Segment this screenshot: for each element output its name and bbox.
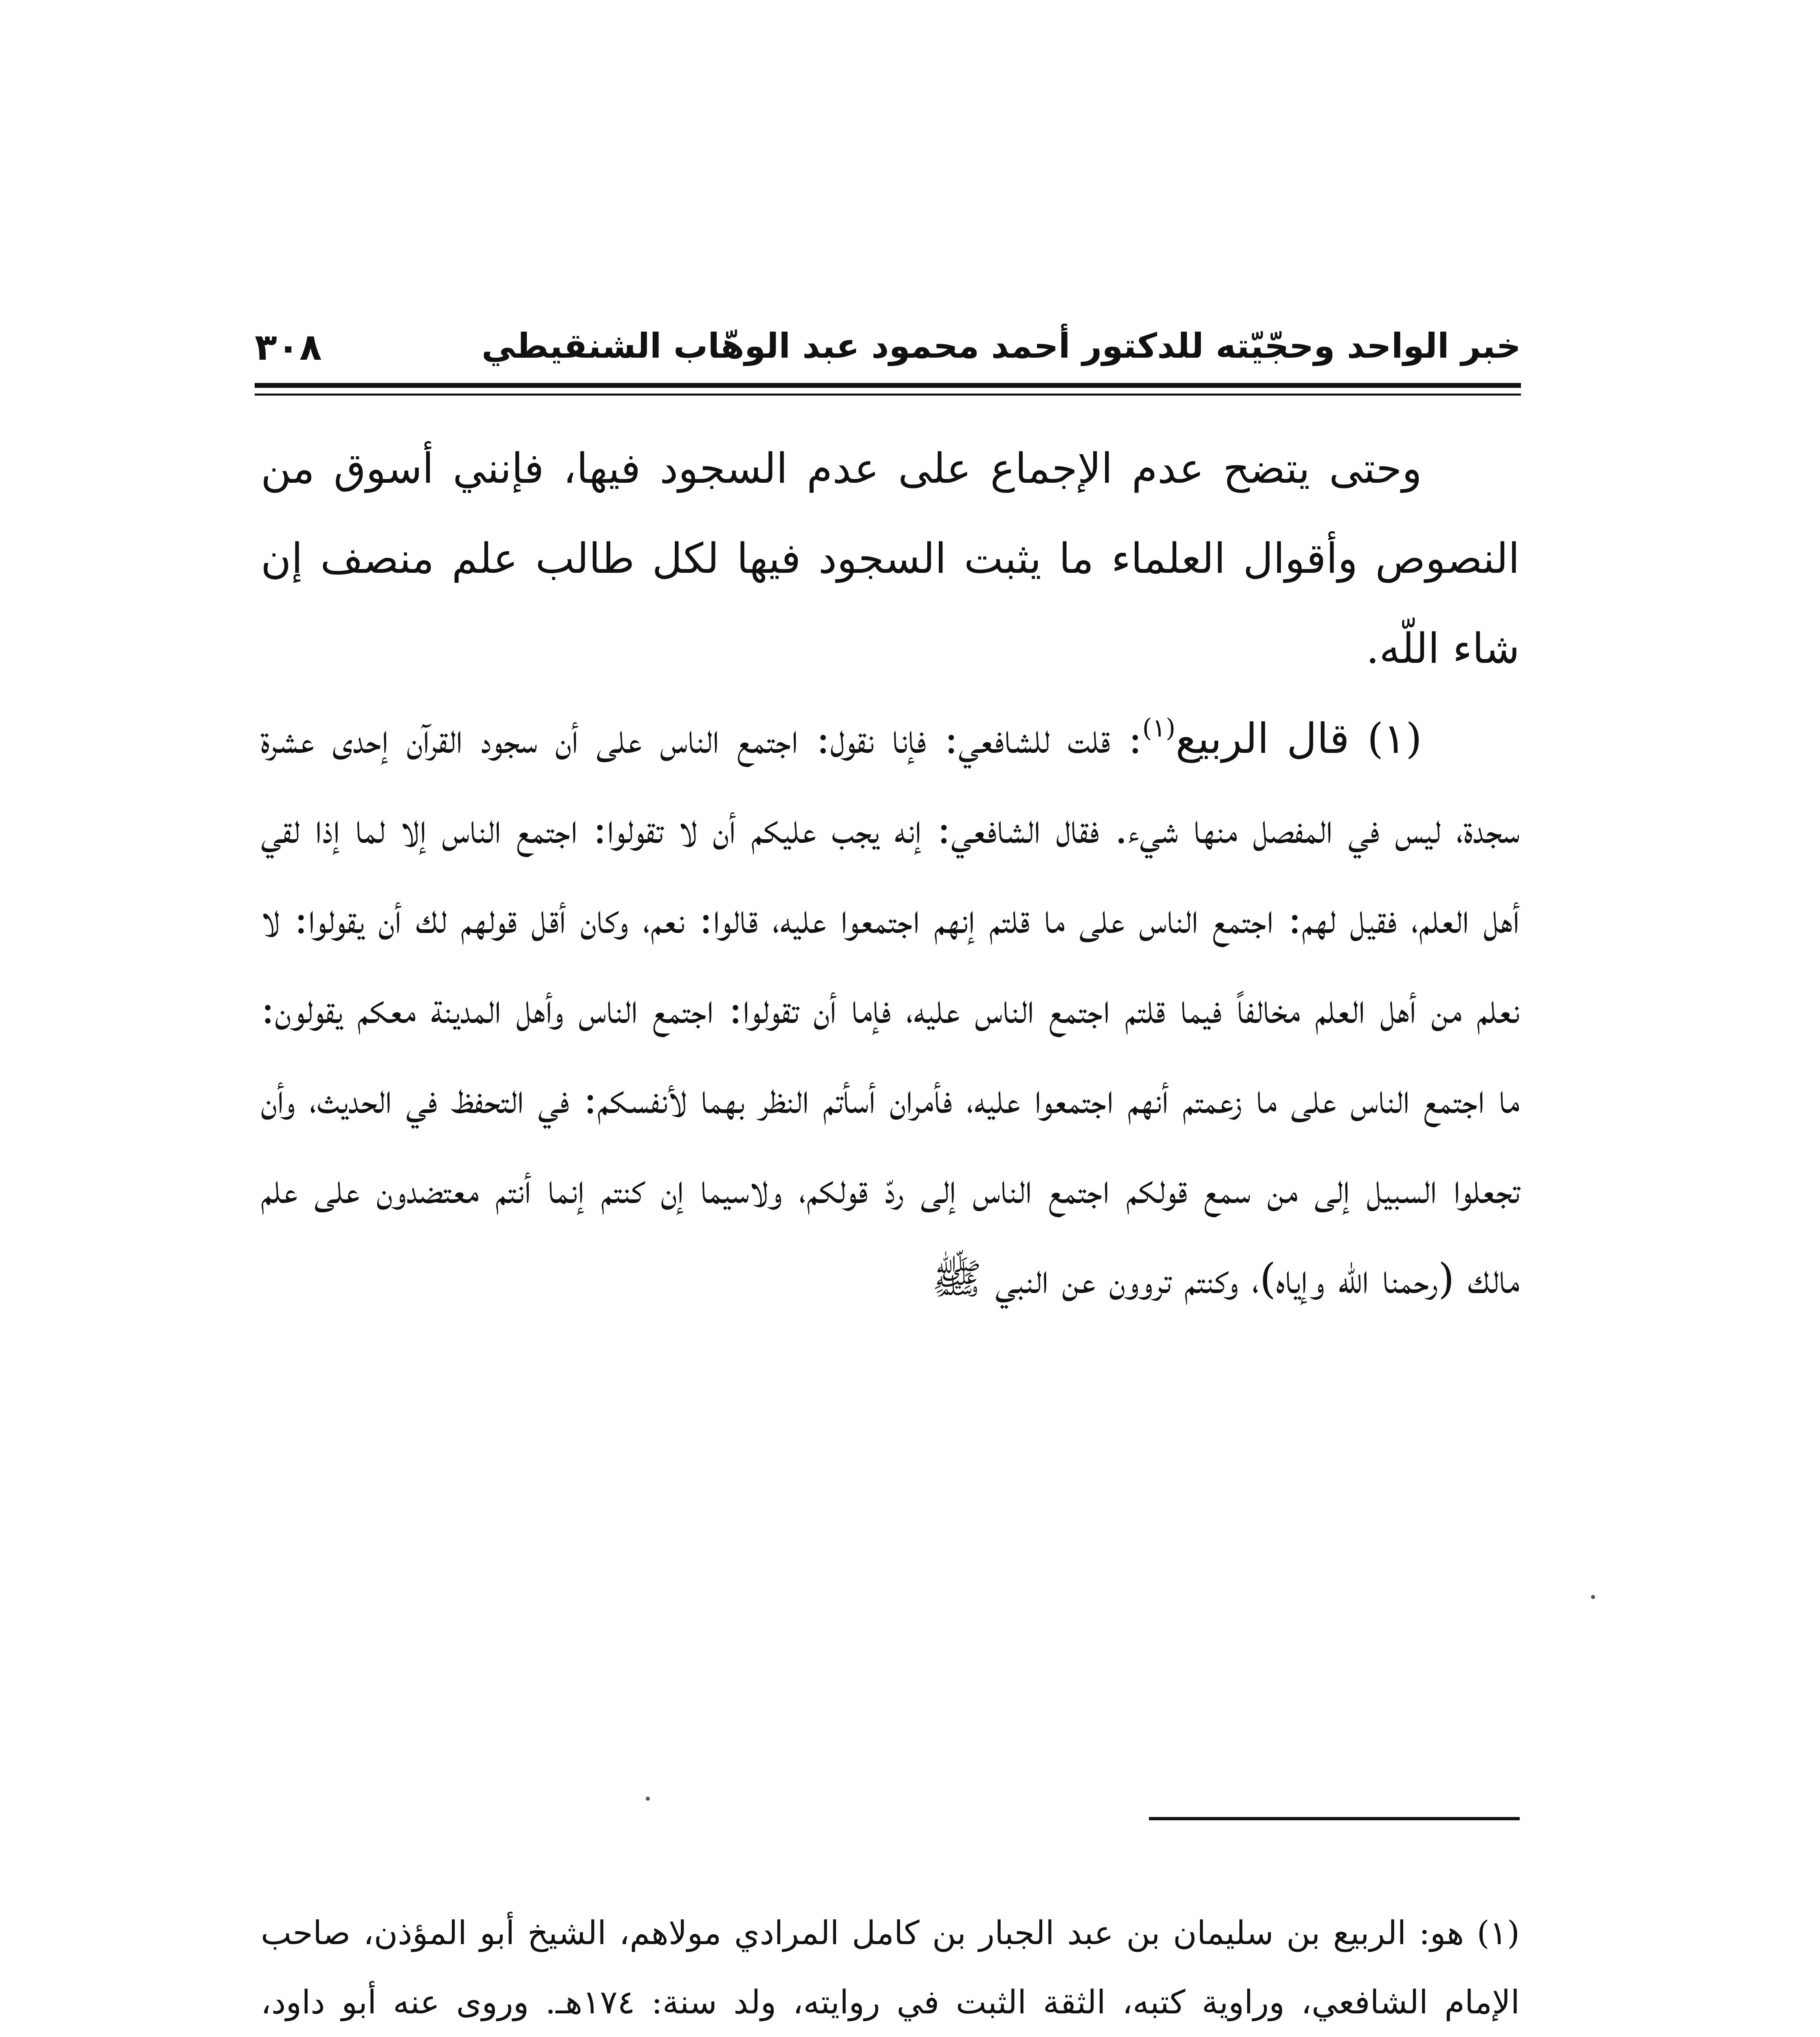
- footnote: [261, 1898, 1520, 2037]
- main-text: [261, 424, 1520, 1324]
- paragraph-quote: [261, 694, 1520, 1324]
- paragraph-intro: وحتى يتضح عدم الإجماع على عدم السجود فيها، فإنني أسوق من النصوص وأقوال العلماء ما يثبت السجود فيها لكل طالب علم منصف إن شاء اللّه.: [261, 444, 1520, 673]
- page-number: ٣٠٨: [255, 326, 322, 369]
- footnote-text: (١) هو: الربيع بن سليمان بن عبد الجبار بن كامل المرادي مولاهم، الشيخ أبو المؤذن، صاحب الإمام الشافعي، وراوية كتبه، الثقة الثبت في روايته، ولد سنة: ١٧٤هـ. وروى عنه أبو داود،: [261, 1914, 1520, 2021]
- header-rule-thick: [255, 383, 1521, 388]
- quote-lead: (١) قال الربيع: [1175, 715, 1422, 763]
- header-rule-thin: [255, 394, 1521, 396]
- page-header: [255, 310, 1521, 391]
- footnote-separator: [1149, 1817, 1520, 1820]
- quote-body: : قلت للشافعي: فإنا نقول: اجتمع الناس على أن سجود القرآن إحدى عشرة سجدة، ليس في المفصل منها شيء. فقال الشافعي: إنه يجب عليكم أن لا تقولوا: اجتمع الناس إلا لما إذا لقي أهل العلم، فقيل لهم: اجتمع الناس على ما قلتم إنهم اجتمعوا عليه، قالوا: نعم، وكان أقل قولهم لك أن يقولوا: لا نعلم من أهل العلم مخالفاً فيما قلتم اجتمع الناس عليه، فإما أن تقولوا: اجتمع الناس وأهل المدينة معكم يقولون: ما اجتمع الناس على ما زعمتم أنهم اجتمعوا عليه، فأمران أسأتم النظر بهما لأنفسكم: في التحفظ في الحديث، وأن تجعلوا السبيل إلى من سمع قولكم اجتمع الناس إلى ردّ قولكم، ولاسيما إن كنتم إنما أنتم معتضدون على علم مالك (رحمنا اللّه وإياه)، وكنتم تروون عن النبي ﷺ: [261, 715, 1520, 1303]
- running-title: خبر الواحد وحجّيّته للدكتور أحمد محمود عبد الوهّاب الشنقيطي: [481, 326, 1521, 366]
- footnote-reference-mark: (١): [1142, 713, 1176, 743]
- scan-speck: [646, 1797, 650, 1801]
- scan-speck: [1591, 1595, 1595, 1599]
